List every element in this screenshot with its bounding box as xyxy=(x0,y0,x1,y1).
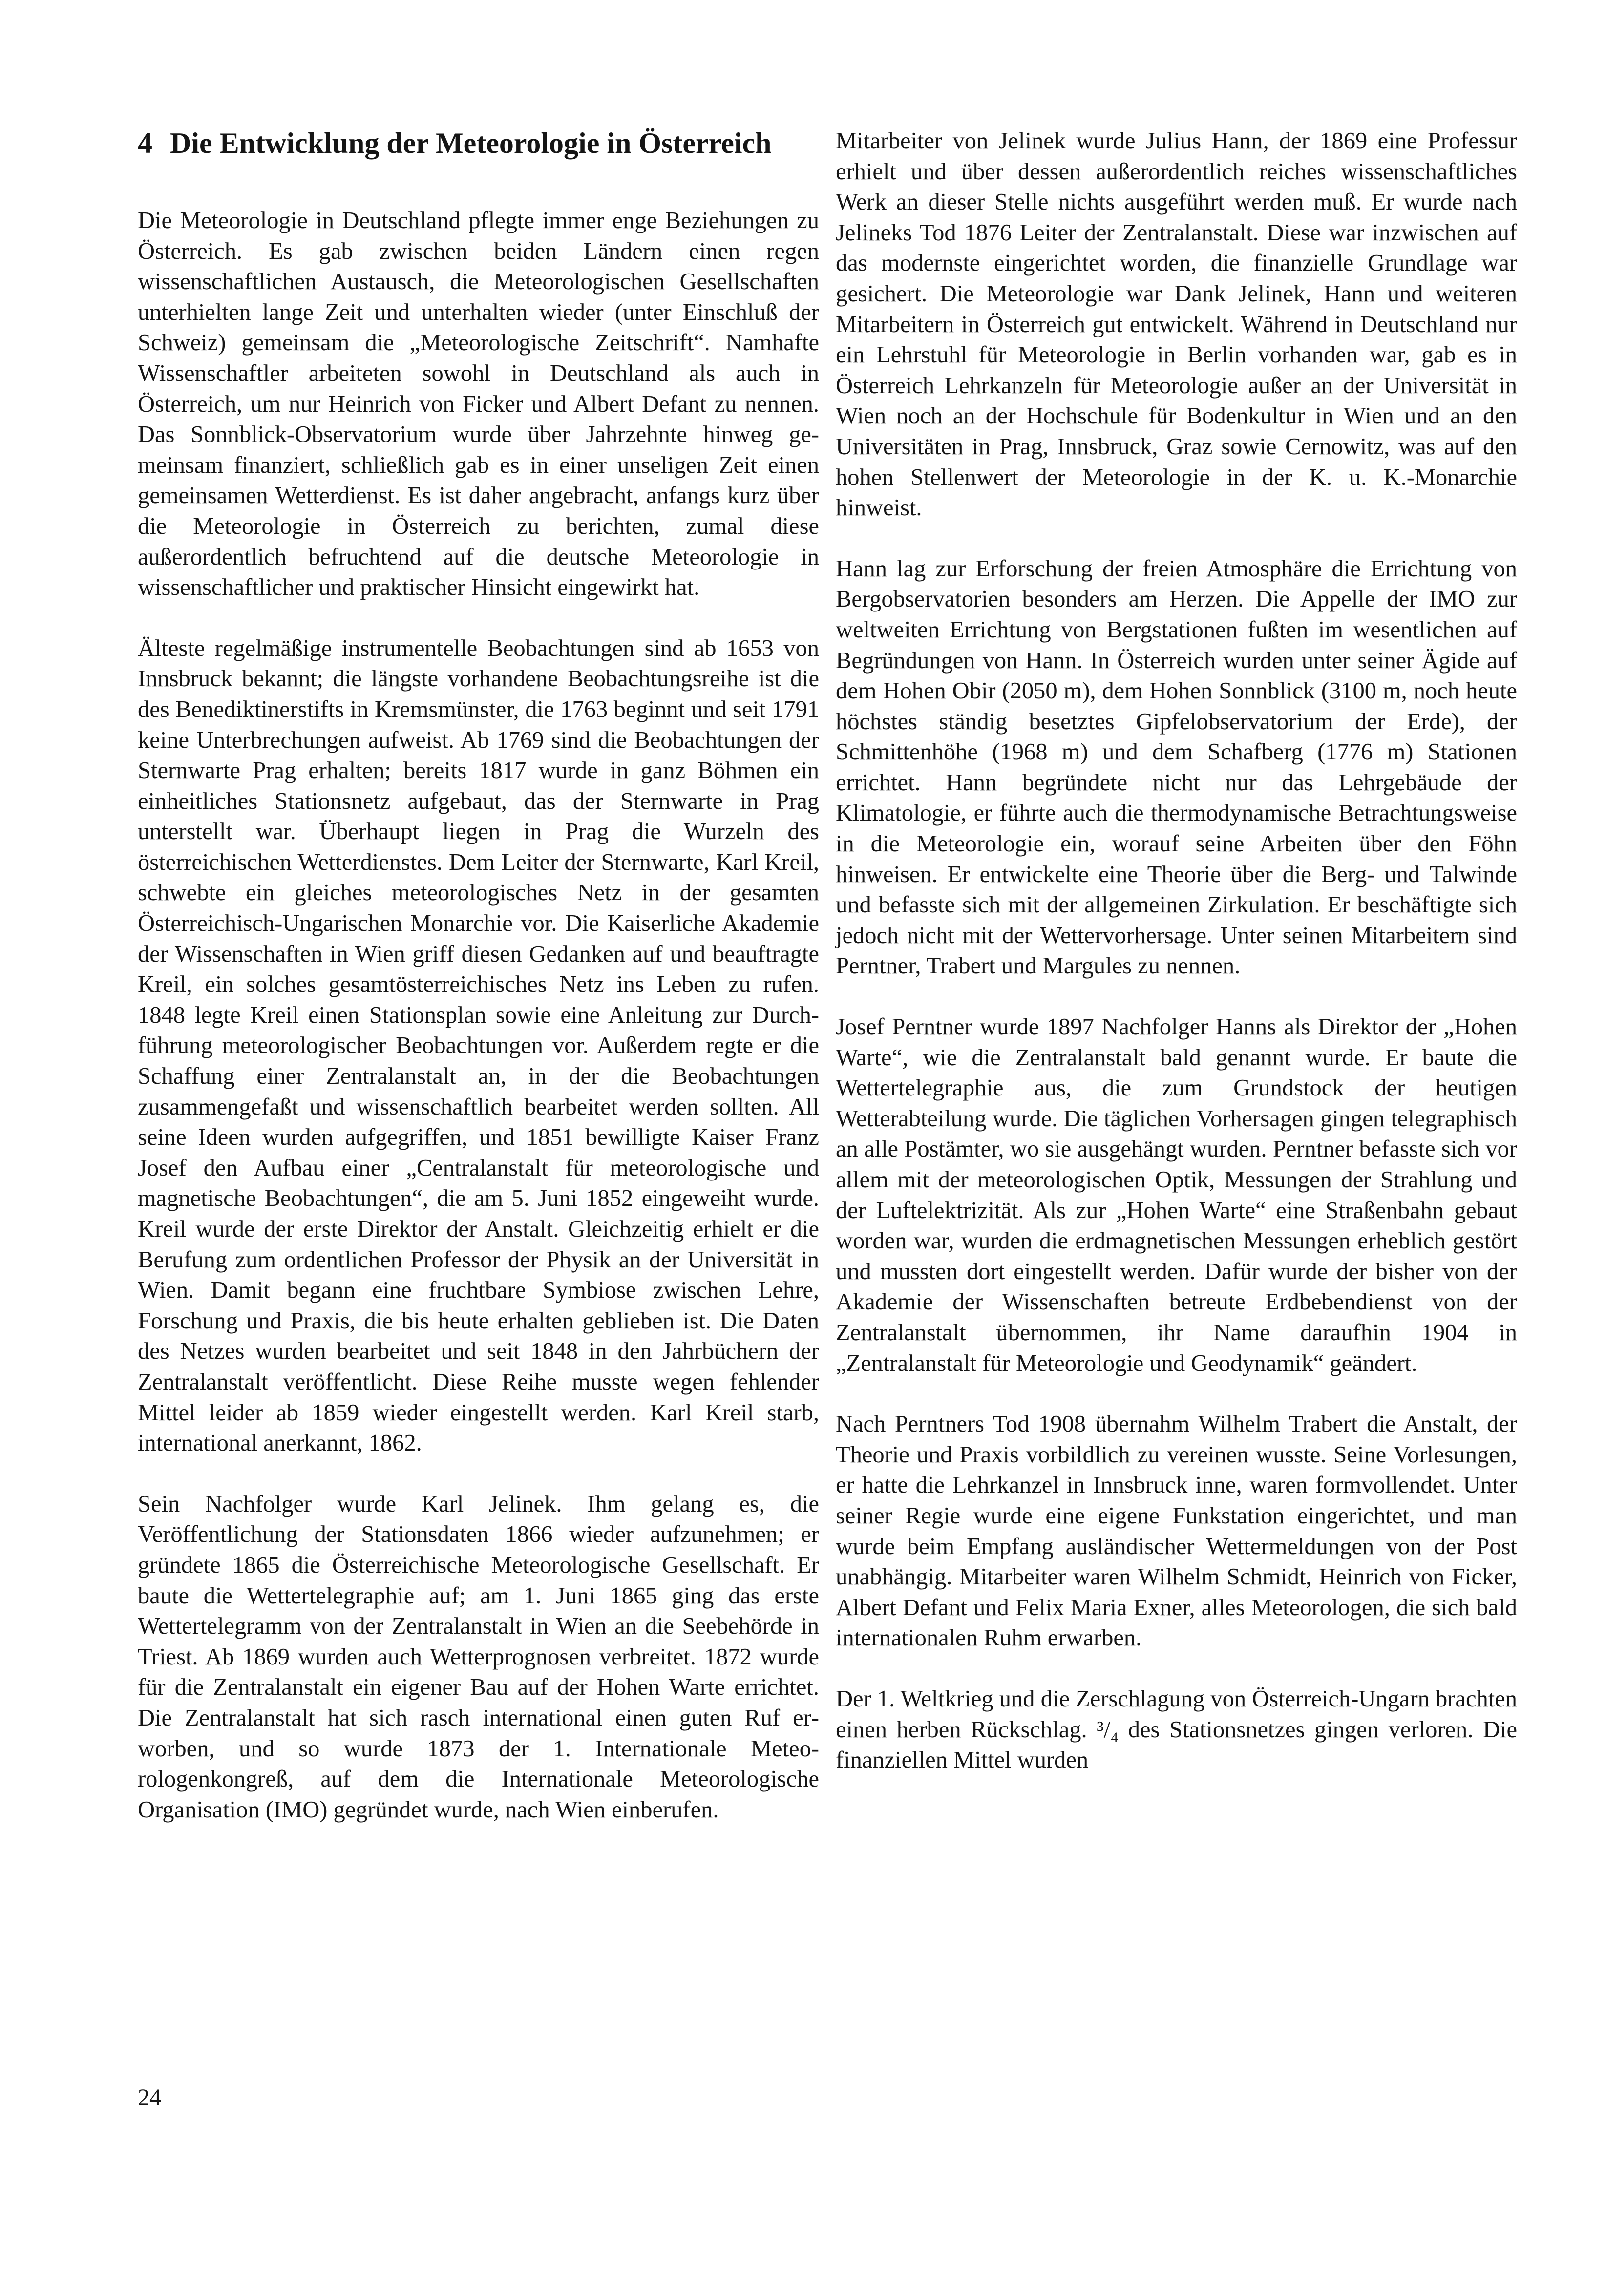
paragraph: Nach Perntners Tod 1908 übernahm Wilhelm Trabert die Anstalt, der Theorie und Praxis vorbildlich zu vereinen wusste. Seine Vorlesungen, er hatte die Lehrkanzel in Innsbruck inne, waren formvollendet. Unter seiner Regie wurde eine eigene Funkstation eingerichtet, und man wurde beim Empfang ausländischer Wettermeldungen von der Post unabhängig. Mitarbeiter waren Wilhelm Schmidt, Heinrich von Ficker, Albert Defant und Felix Maria Exner, alles Meteorologen, die sich bald internationalen Ruhm erwarben. xyxy=(836,1411,1517,1651)
paragraph: Der 1. Weltkrieg und die Zerschlagung von Österreich-Ungarn brachten einen herben Rückschlag. ³/₄ des Stationsnetzes gingen verloren. Die finanziellen Mittel wurden xyxy=(836,1685,1517,1773)
left-column xyxy=(138,126,819,1855)
chapter-number: 4 xyxy=(138,127,152,159)
right-column xyxy=(836,126,1517,1806)
chapter-title: Die Entwicklung der Meteorologie in Österreich xyxy=(170,127,772,159)
paragraph: Älteste regelmäßige instrumentelle Beobachtungen sind ab 1653 von Innsbruck bekannt; die längste vorhandene Beobachtungsreihe ist die des Benediktinerstifts in Kremsmünster, die 1763 beginnt und seit 1791 keine Unterbrechungen aufweist. Ab 1769 sind die Beobachtungen der Sternwarte Prag erhalten; bereits 1817 wurde in ganz Böhmen ein einheitliches Stationsnetz aufgebaut, das der Sternwarte in Prag unterstellt war. Überhaupt liegen in Prag die Wurzeln des österreichischen Wetterdienstes. Dem Leiter der Sternwarte, Karl Kreil, schwebte ein gleiches meteorologisches Netz in der gesamten Österreichisch-Ungarischen Monarchie vor. Die Kaiserliche Akademie der Wissenschaften in Wien griff diesen Gedanken auf und beauftragte Kreil, ein solches gesamtösterreichisches Netz ins Leben zu rufen. 1848 legte Kreil einen Stationsplan sowie eine Anleitung zur Durchführung meteorologischer Beobachtungen vor. Außerdem regte er die Schaffung einer Zentralanstalt an, in der die Beobachtungen zusammengefaßt und wissenschaftlich bearbeitet werden sollten. All seine Ideen wurden aufgegriffen, und 1851 bewilligte Kaiser Franz Josef den Aufbau einer „Centralanstalt für meteorologische und magnetische Beobachtungen“, die am 5. Juni 1852 eingeweiht wurde. Kreil wurde der erste Direktor der Anstalt. Gleichzeitig erhielt er die Berufung zum ordentlichen Professor der Physik an der Universität in Wien. Damit begann eine fruchtbare Symbiose zwischen Lehre, Forschung und Praxis, die bis heute erhalten geblieben ist. Die Daten des Netzes wurden bearbeitet und seit 1848 in den Jahrbüchern der Zentralanstalt veröffentlicht. Diese Reihe musste wegen fehlender Mittel leider ab 1859 wieder eingestellt werden. Karl Kreil starb, international anerkannt, 1862. xyxy=(138,635,819,1456)
paragraph: Hann lag zur Erforschung der freien Atmosphäre die Errichtung von Bergobservatorien besonders am Herzen. Die Appelle der IMO zur weltweiten Errichtung von Bergstationen fußten im wesentlichen auf Begründungen von Hann. In Österreich wurden unter seiner Ägide auf dem Hohen Obir (2050 m), dem Hohen Sonnblick (3100 m, noch heute höchstes ständig besetztes Gipfelobservatorium der Erde), der Schmittenhöhe (1968 m) und dem Schafberg (1776 m) Stationen errichtet. Hann begründete nicht nur das Lehrgebäude der Klimatologie, er führte auch die thermodynamische Betrachtungsweise in die Meteorologie ein, worauf seine Arbeiten über den Föhn hinweisen. Er entwickelte eine Theorie über die Berg- und Talwinde und befasste sich mit der allgemeinen Zirkulation. Er beschäftigte sich jedoch nicht mit der Wettervorhersage. Unter seinen Mitarbeitern sind Perntner, Trabert und Margules zu nennen. xyxy=(836,555,1517,979)
paragraph: Sein Nachfolger wurde Karl Jelinek. Ihm gelang es, die Veröffentlichung der Stationsdaten 1866 wieder aufzunehmen; er gründete 1865 die Österreichische Meteorologische Gesellschaft. Er baute die Wettertelegraphie auf; am 1. Juni 1865 ging das erste Wettertelegramm von der Zentralanstalt in Wien an die Seebehörde in Triest. Ab 1869 wurden auch Wetterprognosen verbreitet. 1872 wurde für die Zentralanstalt ein eigener Bau auf der Hohen Warte errichtet. Die Zentralanstalt hat sich rasch international einen guten Ruf erworben, und so wurde 1873 der 1. Internationale Meteorologenkongreß, auf dem die Internationale Meteorologische Organisation (IMO) gegründet wurde, nach Wien einberufen. xyxy=(138,1491,819,1823)
chapter-heading xyxy=(138,127,819,159)
paragraph: Josef Perntner wurde 1897 Nachfolger Hanns als Direktor der „Hohen Warte“, wie die Zentralanstalt bald genannt wurde. Er baute die Wettertelegraphie aus, die zum Grundstock der heutigen Wetterabteilung wurde. Die täglichen Vorhersagen gingen telegraphisch an alle Postämter, wo sie ausgehängt wurden. Perntner befasste sich vor allem mit der meteorologischen Optik, Messungen der Strahlung und der Luftelektrizität. Als zur „Hohen Warte“ eine Straßenbahn gebaut worden war, wurden die erdmagnetischen Messungen erheblich gestört und mussten dort eingestellt werden. Dafür wurde der bisher von der Akademie der Wissenschaften betreute Erdbebendienst von der Zentralanstalt übernommen, ihr Name daraufhin 1904 in „Zentralanstalt für Meteorologie und Geodynamik“ geändert. xyxy=(836,1014,1517,1376)
paragraph: Die Meteorologie in Deutschland pflegte immer enge Beziehungen zu Österreich. Es gab zwischen beiden Ländern einen regen wissenschaftlichen Austausch, die Meteorologischen Gesellschaften unterhielten lange Zeit und unterhalten wieder (unter Einschluß der Schweiz) gemeinsam die „Meteorologische Zeitschrift“. Namhafte Wissenschaftler arbeiteten sowohl in Deutschland als auch in Österreich, um nur Heinrich von Ficker und Albert Defant zu nennen. Das Sonnblick-Observatorium wurde über Jahrzehnte hinweg gemeinsam finanziert, schließlich gab es in einer unseligen Zeit einen gemeinsamen Wetterdienst. Es ist daher angebracht, anfangs kurz über die Meteorologie in Österreich zu berichten, zumal diese außerordentlich befruchtend auf die deutsche Meteorologie in wissenschaftlicher und praktischer Hinsicht eingewirkt hat. xyxy=(138,208,819,601)
page-number: 24 xyxy=(138,2085,161,2110)
paragraph: Mitarbeiter von Jelinek wurde Julius Hann, der 1869 eine Professur erhielt und über dessen außerordentlich reiches wissenschaftliches Werk an dieser Stelle nichts ausgeführt werden muß. Er wurde nach Jelineks Tod 1876 Leiter der Zentralanstalt. Diese war inzwischen auf das modernste eingerichtet worden, die finanzielle Grundlage war gesichert. Die Meteorologie war Dank Jelinek, Hann und weiteren Mitarbeitern in Österreich gut entwickelt. Während in Deutschland nur ein Lehrstuhl für Meteorologie in Berlin vorhanden war, gab es in Österreich Lehrkanzeln für Meteorologie außer an der Universität in Wien noch an der Hochschule für Bodenkultur in Wien und an den Universitäten in Prag, Innsbruck, Graz sowie Cernowitz, was auf den hohen Stellenwert der Meteorologie in der K. u. K.-Monarchie hinweist. xyxy=(836,128,1517,521)
